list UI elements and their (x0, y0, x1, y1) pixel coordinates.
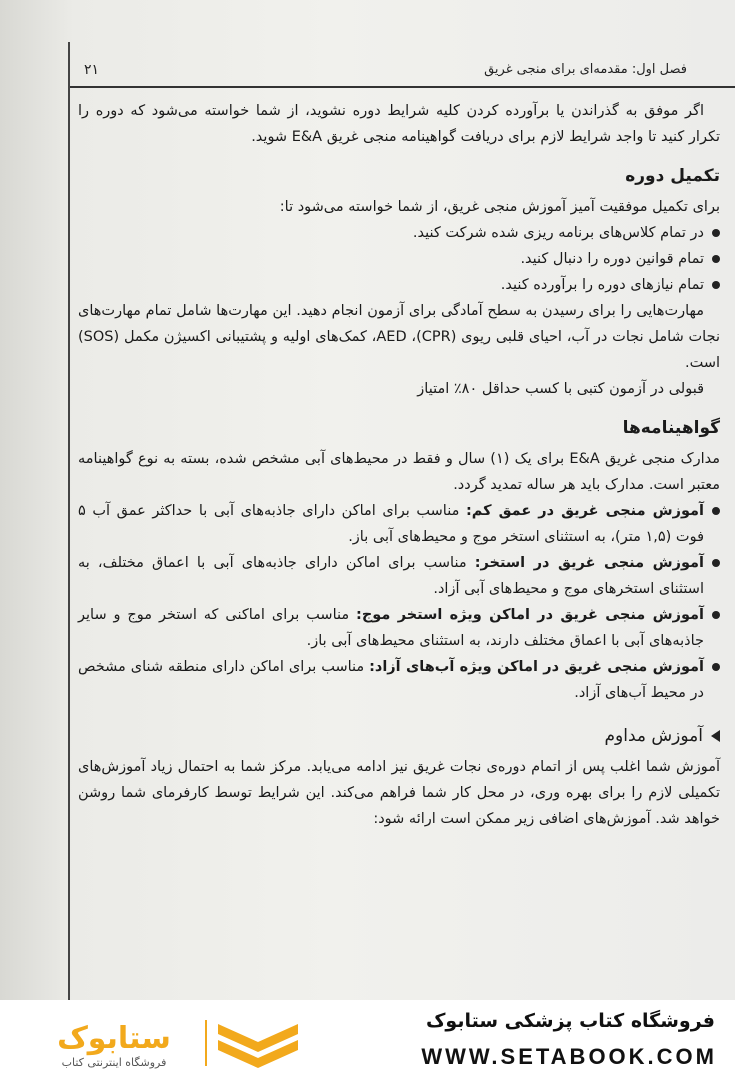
certificate-term: آموزش منجی غریق در استخر: (474, 555, 705, 571)
list-item (78, 602, 720, 654)
page-content (78, 98, 720, 832)
page-number: ۲۱ (84, 62, 100, 78)
certificate-description: مناسب برای اماکنی که استخر موج و سایر جاذبه‌های آبی با اعماق مختلف دارند، به استثنای محیط‌های آبی باز. (78, 607, 704, 649)
page-margin-line (68, 42, 70, 1000)
page-header (70, 58, 735, 88)
certificate-description: مناسب برای اماکن دارای منطقه شنای مشخص در محیط آب‌های آزاد. (78, 659, 704, 701)
continuing-paragraph: آموزش شما اغلب پس از اتمام دوره‌ی نجات غریق نیز ادامه می‌یابد. مرکز شما به احتمال زیاد آموزش‌های تکمیلی لازم را برای بهره وری، در محل کار شما فراهم می‌کند. این شرایط توسط کارفرمای شما روشن خواهد شد. آموزش‌های اضافی زیر ممکن است ارائه شود: (78, 759, 720, 827)
certificates-list (78, 498, 720, 706)
list-item (78, 550, 720, 602)
section-heading-certificates: گواهینامه‌ها (622, 418, 720, 438)
certificate-description: مناسب برای اماکن دارای جاذبه‌های آبی با اعماق مختلف، به استثنای استخرهای موج و محیط‌های آبی آزاد. (78, 555, 704, 597)
bullet-icon (712, 281, 720, 289)
section-heading-continuing: آموزش مداوم (78, 722, 720, 750)
bullet-icon (712, 255, 720, 263)
completion-lead: برای تکمیل موفقیت آمیز آموزش منجی غریق، از شما خواسته می‌شود تا: (279, 199, 720, 215)
certificate-description: مناسب برای اماکن دارای جاذبه‌های آبی با حداکثر عمق آب ۵ فوت (۱,۵ متر)، به استثنای استخر موج و محیط‌های آبی باز. (78, 503, 704, 545)
list-item (78, 498, 720, 550)
bullet-icon (712, 611, 720, 619)
list-item: تمام قوانین دوره را دنبال کنید. (78, 246, 720, 272)
list-item: تمام نیازهای دوره را برآورده کنید. (78, 272, 720, 298)
completion-list (78, 220, 720, 298)
certificate-term: آموزش منجی غریق در اماکن ویژه آب‌های آزاد: (369, 659, 704, 675)
bullet-icon (712, 559, 720, 567)
certificate-term: آموزش منجی غریق در اماکن ویژه استخر موج: (356, 607, 704, 623)
list-item (78, 654, 720, 706)
logo-wordmark: ستابوک (57, 1021, 171, 1056)
certificate-term: آموزش منجی غریق در عمق کم: (465, 503, 704, 519)
bullet-icon (712, 663, 720, 671)
skills-paragraph: مهارت‌هایی را برای رسیدن به سطح آمادگی برای آزمون انجام دهید. این مهارت‌ها شامل تمام مهارت‌های نجات شامل نجات در آب، احیای قلبی ریوی (CPR)، AED، کمک‌های اولیه و پشتیبانی اکسیژن مکمل (SOS) است. (78, 303, 720, 371)
bullet-icon (712, 229, 720, 237)
exam-line: قبولی در آزمون کتبی با کسب حداقل ۸۰٪ امتیاز (417, 381, 704, 397)
setabook-logo (18, 1014, 308, 1070)
bullet-icon (712, 507, 720, 515)
intro-paragraph: اگر موفق به گذراندن یا برآورده کردن کلیه شرایط دوره نشوید، از شما خواسته می‌شود که دوره را تکرار کنید تا واجد شرایط لازم برای دریافت گواهینامه منجی غریق E&A شوید. (78, 103, 720, 145)
running-head: فصل اول: مقدمه‌ای برای منجی غریق (484, 62, 687, 77)
section-heading-completion: تکمیل دوره (625, 166, 720, 186)
chevrons-icon (218, 1024, 298, 1068)
arrow-left-icon (711, 730, 720, 742)
store-footer (0, 1000, 735, 1080)
store-name: فروشگاه کتاب پزشکی ستابوک (425, 1010, 715, 1032)
store-url[interactable]: WWW.SETABOOK.COM (421, 1044, 717, 1069)
list-item: در تمام کلاس‌های برنامه ریزی شده شرکت کنید. (78, 220, 720, 246)
logo-tagline: فروشگاه اینترنتی کتاب (61, 1056, 167, 1069)
certificates-intro: مدارک منجی غریق E&A برای یک (۱) سال و فقط در محیط‌های آبی مشخص شده، بسته به نوع گواهینامه معتبر است. مدارک باید هر ساله تمدید گردد. (78, 451, 721, 493)
